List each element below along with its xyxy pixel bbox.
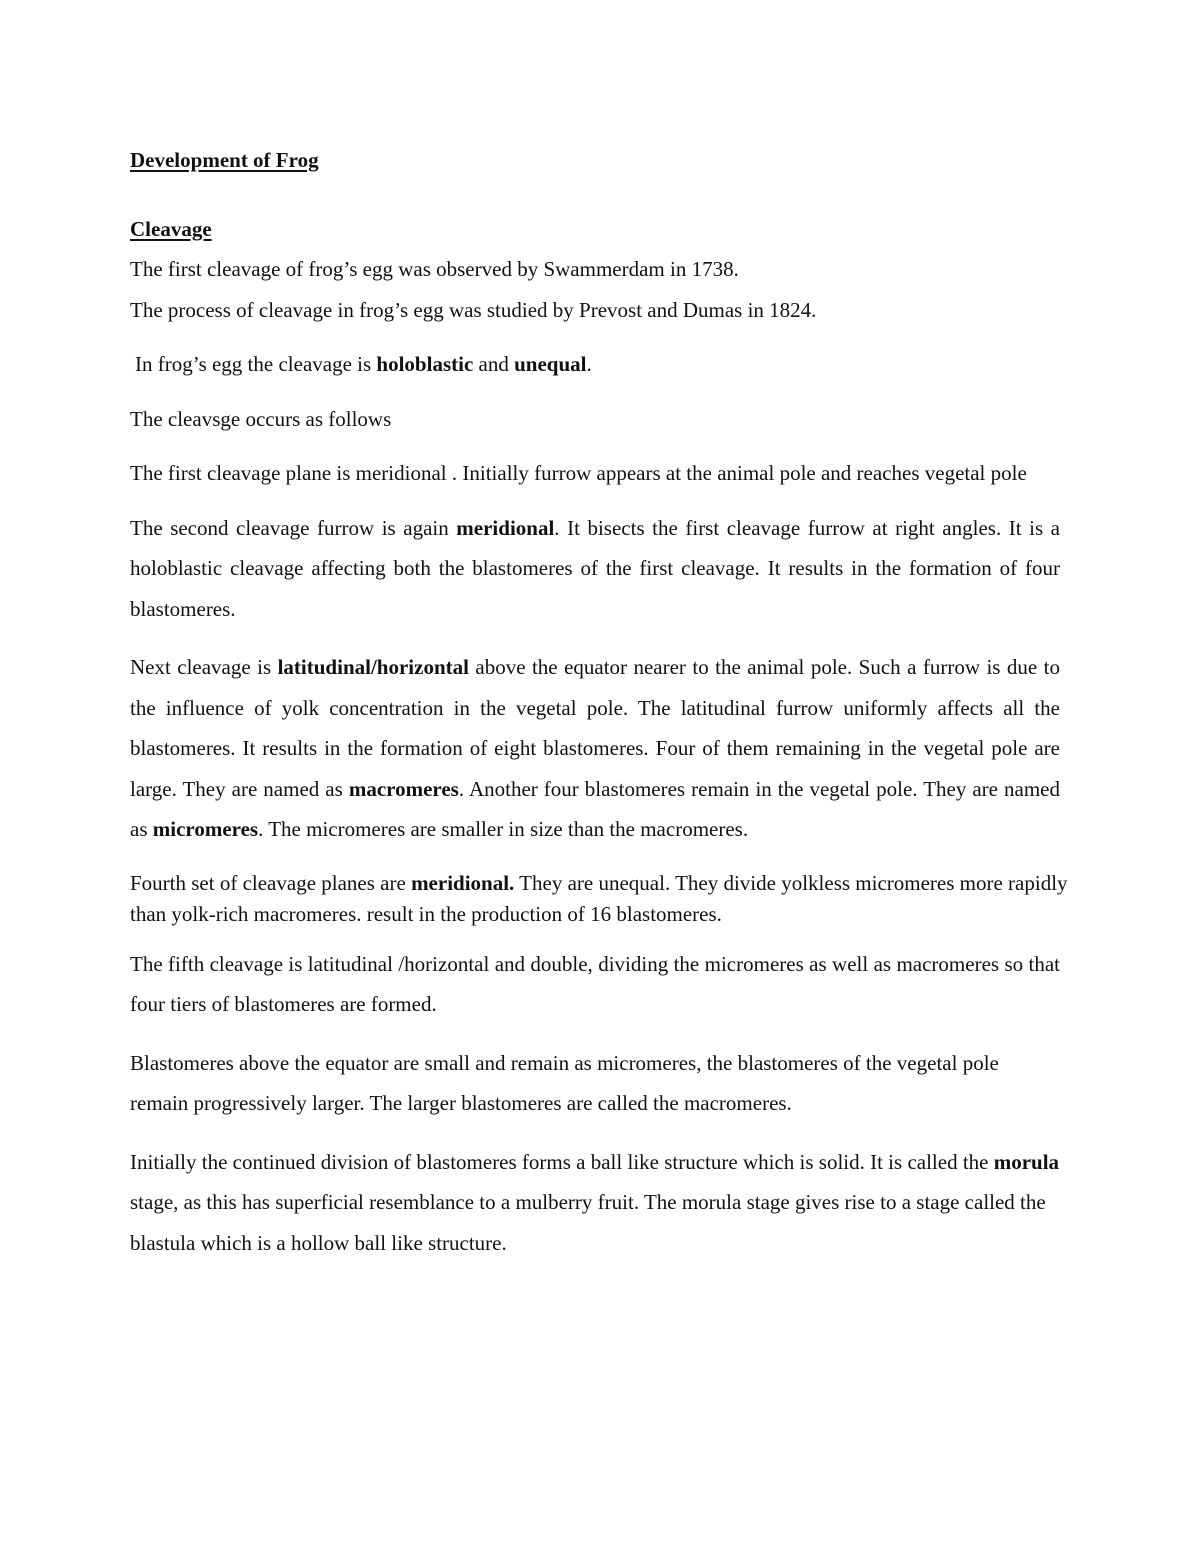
- bold-term-macromeres: macromeres: [348, 776, 459, 801]
- paragraph-blastomeres-equator: Blastomeres above the equator are small and remain as micromeres, the blastomeres of the vegetal pole remain progressively larger. The larger blastomeres are called the macromeres.: [130, 1050, 999, 1115]
- section-heading-cleavage: Cleavage: [130, 216, 212, 241]
- paragraph-prevost-dumas: The process of cleavage in frog’s egg was studied by Prevost and Dumas in 1824.: [130, 297, 817, 322]
- text-run: In frog’s egg the cleavage is: [135, 352, 377, 376]
- text-run: . It bisects the first cleavage furrow at right angles. It is a holoblastic cleavage affecting both the blastomeres of the first cleavage. It results in the formation of four blastomeres.: [130, 515, 1060, 621]
- text-run: Fourth set of cleavage planes are: [130, 870, 412, 895]
- document-title: Development of Frog: [130, 148, 319, 172]
- paragraph-third-cleavage: [130, 647, 1060, 850]
- paragraph-cleavage-follows: The cleavsge occurs as follows: [130, 406, 392, 431]
- bold-term-morula: morula: [993, 1149, 1060, 1174]
- bold-term-latitudinal: latitudinal/horizontal: [277, 655, 469, 679]
- paragraph-holoblastic: [130, 344, 1060, 385]
- bold-term-meridional-fourth: meridional.: [411, 870, 515, 895]
- text-run: and: [473, 352, 515, 376]
- text-run: . The micromeres are smaller in size than the macromeres.: [258, 817, 749, 841]
- text-run: . Another four blastomeres remain in the vegetal pole. They are named as: [130, 776, 1060, 841]
- bold-term-unequal: unequal: [514, 352, 587, 376]
- bold-term-micromeres: micromeres: [152, 817, 259, 841]
- text-run: Initially the continued division of blastomeres forms a ball like structure which is solid. It is called the: [130, 1149, 994, 1174]
- paragraph-swammerdam: The first cleavage of frog’s egg was observed by Swammerdam in 1738.: [130, 257, 739, 281]
- bold-term-holoblastic: holoblastic: [376, 352, 474, 376]
- text-run: above the equator nearer to the animal pole. Such a furrow is due to the influence of yolk concentration in the vegetal pole. The latitudinal furrow uniformly affects all the blastomeres. It results in the formation of eight blastomeres. Four of them remaining in the vegetal pole are large. They are named as: [130, 655, 1060, 801]
- bold-term-meridional: meridional: [456, 515, 555, 540]
- document-body: [130, 140, 1068, 1263]
- paragraph-morula: [130, 1142, 1060, 1264]
- paragraph-first-cleavage: The first cleavage plane is meridional . Initially furrow appears at the animal pole and reaches vegetal pole: [130, 461, 1027, 485]
- paragraph-fifth-cleavage: The fifth cleavage is latitudinal /horizontal and double, dividing the micromeres as well as macromeres so that four tiers of blastomeres are formed.: [130, 951, 1060, 1016]
- paragraph-second-cleavage: [130, 508, 1060, 630]
- text-run: They are unequal. They divide yolkless micromeres more rapidly than yolk-rich macromeres. result in the production of 16 blastomeres.: [130, 870, 1068, 926]
- paragraph-fourth-cleavage: [130, 868, 1075, 930]
- text-run: The second cleavage furrow is again: [130, 515, 457, 540]
- text-run: .: [586, 352, 592, 376]
- text-run: Next cleavage is: [130, 655, 278, 679]
- text-run: stage, as this has superficial resemblance to a mulberry fruit. The morula stage gives rise to a stage called the blastula which is a hollow ball like structure.: [130, 1190, 1046, 1255]
